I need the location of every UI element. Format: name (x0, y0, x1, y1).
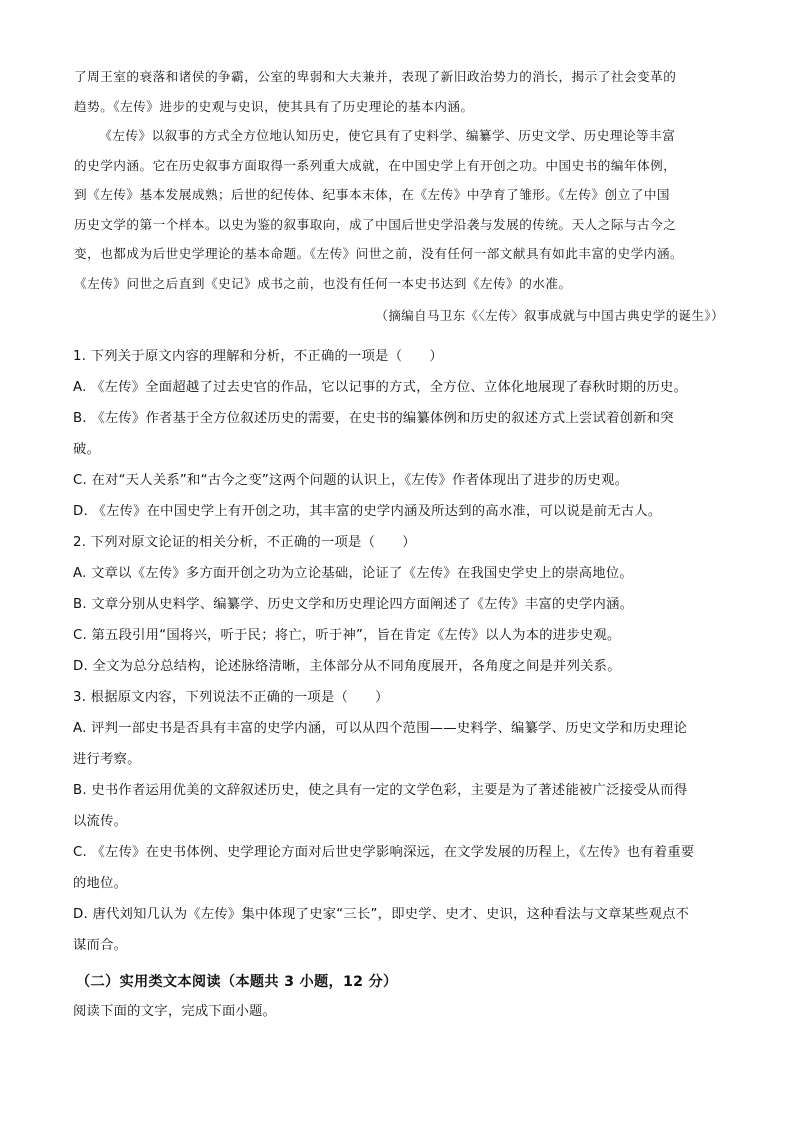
passage-paragraph-2-line-3: 到《左传》基本发展成熟；后世的纪传体、纪事本末体，在《左传》中孕育了雏形。《左传》创立了中国 (74, 187, 671, 202)
question-1-option-a: A. 《左传》全面超越了过去史官的作品，它以记事的方式，全方位、立体化地展现了春秋时期的历史。 (73, 380, 688, 395)
question-3-option-d-continued: 谋而合。 (73, 938, 128, 953)
question-3-option-a: A. 评判一部史书是否具有丰富的史学内涵，可以从四个范围——史料学、编纂学、历史文学和历史理论 (73, 721, 688, 736)
passage-paragraph-2-line-6: 《左传》问世之后直到《史记》成书之前，也没有任何一本史书达到《左传》的水准。 (74, 275, 572, 291)
question-1-option-d: D. 《左传》在中国史学上有开创之功，其丰富的史学内涵及所达到的高水准，可以说是前无古人。 (73, 504, 662, 519)
passage-paragraph-2-line-2: 的史学内涵。它在历史叙事方面取得一系列重大成就，在中国史学上有开创之功。中国史书的编年体例， (74, 157, 677, 173)
question-2-option-a: A. 文章以《左传》多方面开创之功为立论基础，论证了《左传》在我国史学史上的崇高地位。 (73, 566, 633, 581)
passage-paragraph-1-line-2: 趋势。《左传》进步的史观与史识，使其具有了历史理论的基本内涵。 (74, 98, 474, 114)
question-1-option-c: C. 在对“天人关系”和“古今之变”这两个问题的认识上，《左传》作者体现出了进步的历史观。 (73, 473, 629, 488)
passage-citation: （摘编自马卫东《〈左传〉叙事成就与中国古典史学的诞生》） (375, 308, 724, 323)
reading-passage (74, 62, 724, 331)
question-2-stem: 2. 下列对原文论证的相关分析，不正确的一项是（ ） (73, 535, 416, 550)
passage-paragraph-1-line-1: 了周王室的衰落和诸侯的争霸，公室的卑弱和大夫兼并，表现了新旧政治势力的消长，揭示了社会变革的 (74, 69, 677, 84)
question-3-option-c-continued: 的地位。 (73, 876, 128, 891)
question-1-option-b-continued: 破。 (73, 442, 101, 457)
question-2-option-d: D. 全文为总分总结构，论述脉络清晰，主体部分从不同角度展开，各角度之间是并列关系。 (73, 659, 621, 674)
question-3-option-b-continued: 以流传。 (73, 814, 128, 829)
question-3-stem: 3. 根据原文内容，下列说法不正确的一项是（ ） (73, 690, 389, 705)
passage-paragraph-2-line-4: 历史文学的第一个样本。以史为鉴的叙事取向，成了中国后世史学沿袭与发展的传统。天人之际与古今之 (74, 216, 677, 232)
question-list (73, 341, 723, 961)
section-heading: （二）实用类文本阅读（本题共 3 小题，12 分） (76, 974, 398, 990)
question-3-option-d: D. 唐代刘知几认为《左传》集中体现了史家“三长”，即史学、史才、史识，这种看法与文章某些观点不 (73, 907, 690, 922)
question-3-option-a-continued: 进行考察。 (73, 752, 141, 767)
passage-paragraph-2-line-5: 变，也都成为后世史学理论的基本命题。《左传》问世之前，没有任何一部文献具有如此丰富的史学内涵。 (74, 246, 684, 261)
question-3-option-c: C. 《左传》在史书体例、史学理论方面对后世史学影响深远，在文学发展的历程上，《左传》也有着重要 (73, 845, 695, 860)
question-3-option-b: B. 史书作者运用优美的文辞叙述历史，使之具有一定的文学色彩，主要是为了著述能被广泛接受从而得 (73, 783, 688, 798)
section-instruction: 阅读下面的文字，完成下面小题。 (73, 1004, 277, 1019)
passage-paragraph-2-line-1: 《左传》以叙事的方式全方位地认知历史，使它具有了史料学、编纂学、历史文学、历史理论等丰富 (99, 128, 676, 143)
question-1-option-b: B. 《左传》作者基于全方位叙述历史的需要，在史书的编纂体例和历史的叙述方式上尝试着创新和突 (73, 411, 674, 426)
question-1-stem: 1. 下列关于原文内容的理解和分析，不正确的一项是（ ） (73, 349, 443, 364)
question-2-option-b: B. 文章分别从史料学、编纂学、历史文学和历史理论四方面阐述了《左传》丰富的史学内涵。 (73, 597, 634, 612)
question-2-option-c: C. 第五段引用“国将兴，听于民；将亡，听于神”，旨在肯定《左传》以人为本的进步史观。 (73, 628, 621, 643)
